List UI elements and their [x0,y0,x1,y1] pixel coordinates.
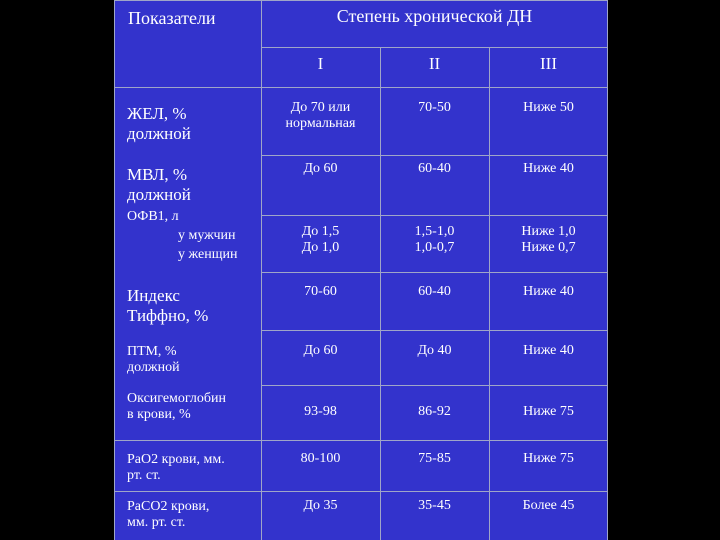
row-label-tiffno: Индекс Тиффно, % [127,286,209,326]
cell-paco2-1: До 35 [303,498,338,513]
cell-ofv1-3: Ниже 1,0 Ниже 0,7 [521,224,576,256]
cell-oxyhemoglobin-2: 86-92 [418,404,451,419]
cell-mvl-2: 60-40 [418,161,451,176]
row-divider [114,491,608,492]
header-degree-2: II [428,54,441,73]
row-label-pao2: РаО2 крови, мм. рт. ст. [127,452,225,484]
row-label-ofv1-women: у женщин [178,247,238,262]
row-label-ofv1-men: у мужчин [178,228,236,243]
cell-ptm-3: Ниже 40 [523,343,574,358]
cell-oxyhemoglobin-3: Ниже 75 [523,404,574,419]
row-divider [261,385,608,386]
cell-ofv1-1: До 1,5 До 1,0 [301,224,340,256]
cell-ptm-2: До 40 [417,343,452,358]
cell-tiffno-2: 60-40 [418,284,451,299]
cell-tiffno-1: 70-60 [304,284,337,299]
cell-zhel-3: Ниже 50 [523,100,574,115]
row-divider [261,155,608,156]
cell-pao2-3: Ниже 75 [523,451,574,466]
table-border-left [114,0,115,540]
cell-ofv1-2: 1,5-1,0 1,0-0,7 [414,224,455,256]
row-divider [114,87,608,88]
cell-ptm-1: До 60 [303,343,338,358]
header-indicators: Показатели [128,8,216,28]
cell-mvl-1: До 60 [303,161,338,176]
row-divider [261,215,608,216]
row-label-paco2: РаСО2 крови, мм. рт. ст. [127,499,210,531]
cell-tiffno-3: Ниже 40 [523,284,574,299]
row-label-ofv1: ОФВ1, л [127,209,179,224]
header-divider [261,47,608,48]
cell-mvl-3: Ниже 40 [523,161,574,176]
table-border-top [114,0,608,1]
cell-pao2-1: 80-100 [300,451,341,466]
row-divider [114,440,608,441]
cell-pao2-2: 75-85 [418,451,451,466]
cell-paco2-2: 35-45 [418,498,451,513]
row-label-oxyhemoglobin: Оксигемоглобин в крови, % [127,391,227,423]
cell-zhel-1: До 70 или нормальная [285,100,356,132]
header-degree-group: Степень хронической ДН [336,6,533,26]
row-label-mvl: МВЛ, % должной [127,165,191,205]
cell-paco2-3: Более 45 [522,498,575,513]
cell-zhel-2: 70-50 [418,100,451,115]
header-degree-3: III [540,54,557,73]
row-divider [261,272,608,273]
row-label-zhel: ЖЕЛ, % должной [127,104,191,144]
row-label-ptm: ПТМ, % должной [127,344,180,376]
header-degree-1: I [317,54,324,73]
cell-oxyhemoglobin-1: 93-98 [304,404,337,419]
row-divider [261,330,608,331]
